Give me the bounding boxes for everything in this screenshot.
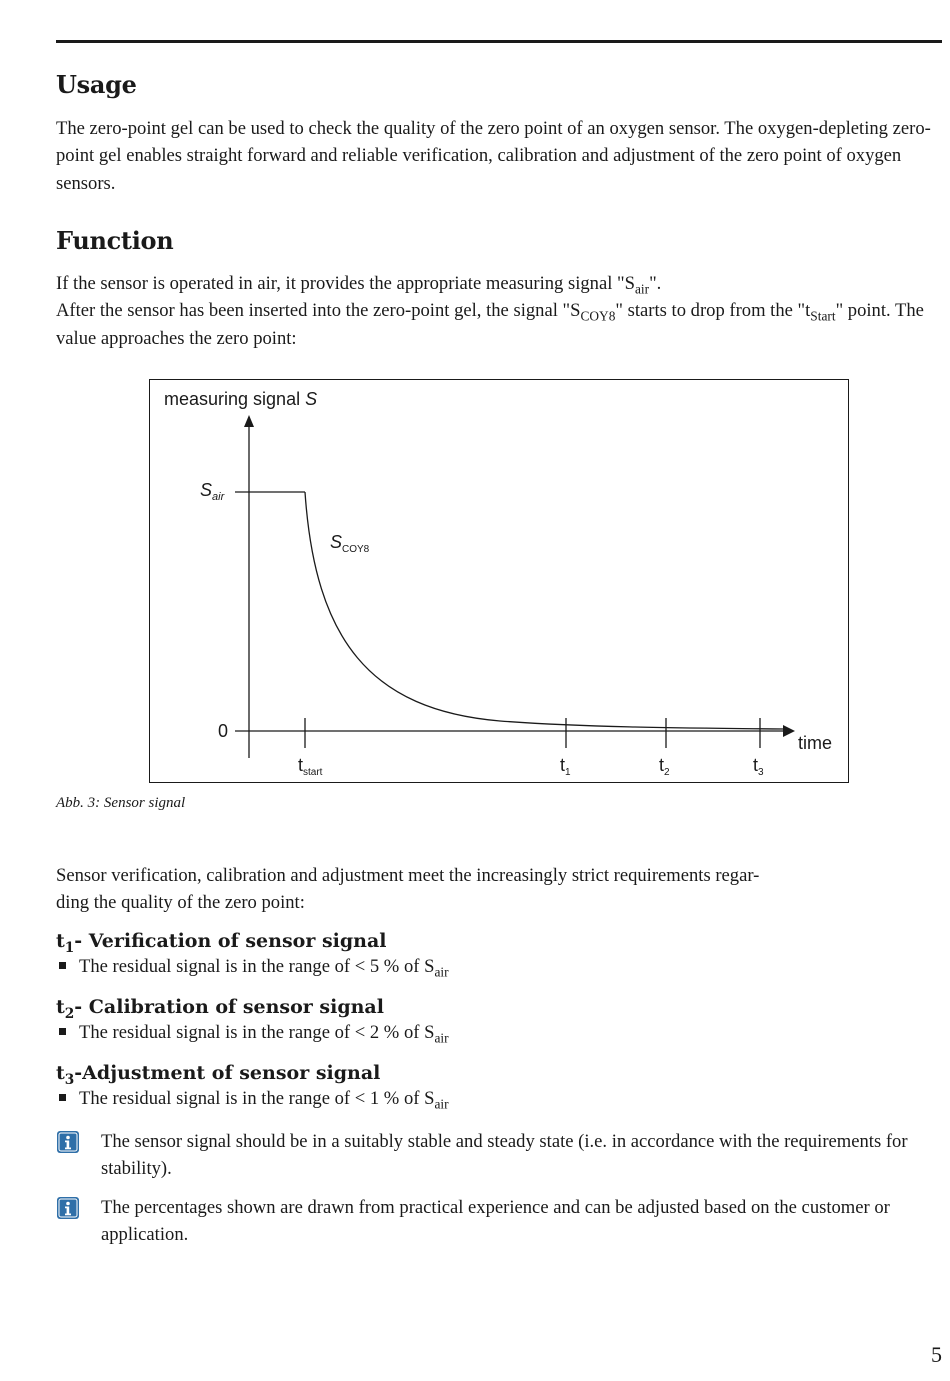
bullet-square-icon <box>59 1094 66 1101</box>
zero-label: 0 <box>218 721 229 741</box>
t3-heading: $t_3$-Adjustment of sensor signal <box>56 1062 381 1088</box>
t3-bullet: The residual signal is in the range of < 1 % of $S_{air}$ <box>56 1088 449 1110</box>
note-text: The sensor signal should be in a suitably stable and steady state (i.e. in accordance with the requirements for stability). <box>101 1131 908 1180</box>
sensor-signal-figure <box>149 379 849 783</box>
t2-bullet: The residual signal is in the range of < 2 % of $S_{air}$ <box>56 1022 449 1044</box>
usage-text: The zero-point gel can be used to check the quality of the zero point of an oxygen sensor. The oxygen-depleting zero-point gel enables straight forward and reliable verification, calibration and adjustment of the zero point of oxygen sensors. <box>56 118 931 194</box>
tick-label-t3: $t_3$ <box>753 755 764 778</box>
page-number: 5 <box>931 1342 942 1367</box>
t1-heading: $t_1-$ Verification of sensor signal <box>56 930 387 956</box>
requirements-intro: Sensor verification, calibration and adjustment meet the increasingly strict requirements regar- ding the quality of the zero point: <box>56 865 760 914</box>
function-heading: Function <box>56 226 174 255</box>
x-axis-arrow <box>783 725 795 737</box>
tick-label-t2: $t_2$ <box>659 755 670 778</box>
sensor-signal-diagram <box>150 380 850 784</box>
bullet-square-icon <box>59 962 66 969</box>
curve-label: $S_{COY8}$ <box>330 532 370 555</box>
usage-heading: Usage <box>56 70 137 99</box>
function-text: If the sensor is operated in air, it provides the appropriate measuring signal "$S_{air}$". After the sensor has been inserted into the zero-point gel, the signal "$S_{COY8}$" starts to drop from the "$t_{Start}$" point. The value approaches the zero point: <box>56 273 924 349</box>
signal-curve <box>305 492 784 729</box>
tick-label-start: $t_{start}$ <box>298 755 323 778</box>
bullet-square-icon <box>59 1028 66 1035</box>
info-icon <box>56 1130 80 1154</box>
y-axis-arrow <box>244 415 254 427</box>
info-icon <box>56 1196 80 1220</box>
note-text: The percentages shown are drawn from practical experience and can be adjusted based on the customer or application. <box>101 1197 890 1246</box>
y-axis-label: measuring signal S <box>164 389 318 409</box>
t1-bullet: The residual signal is in the range of < 5 % of $S_{air}$ <box>56 956 449 978</box>
t2-heading: $t_2-$ Calibration of sensor signal <box>56 996 384 1022</box>
x-axis-label: time <box>798 733 833 753</box>
figure-caption: Abb. 3: Sensor signal <box>56 795 186 811</box>
top-rule <box>56 40 942 43</box>
sair-label: $S_{air}$ <box>200 480 225 503</box>
tick-label-t1: $t_1$ <box>560 755 571 778</box>
